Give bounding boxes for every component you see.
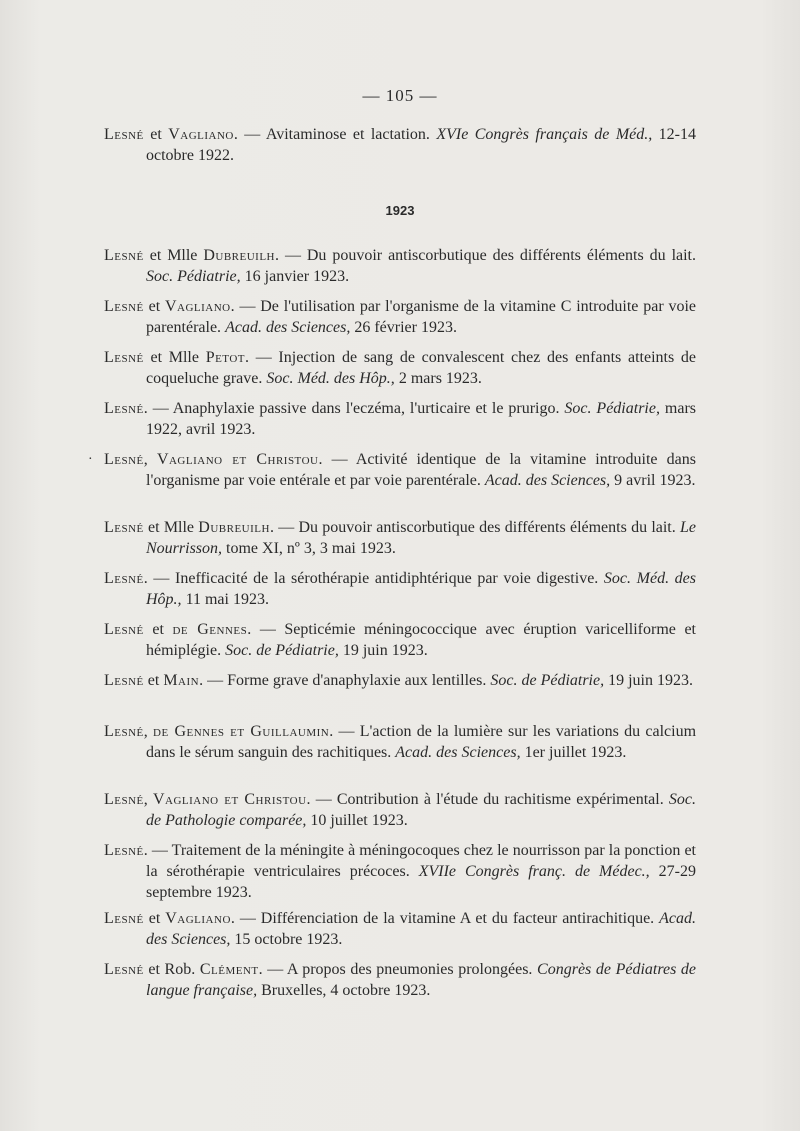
entry-connector: et — [143, 672, 164, 689]
entry-venue: XVIe Congrès français de Méd., — [436, 126, 653, 143]
entry-coauthors: Clément — [199, 961, 259, 978]
entry-coauthors: Dubreuilh — [203, 247, 276, 264]
entry-date: 27-29 septembre 1923. — [146, 863, 696, 901]
entry-title: . — Du pouvoir antiscorbutique des différents éléments du lait. — [275, 247, 696, 264]
bibliography-entry — [104, 347, 696, 389]
entry-date: 19 juin 1923. — [338, 642, 428, 659]
entry-coauthors: Vagliano et Christou — [152, 791, 307, 808]
entry-title: . — Anaphylaxie passive dans l'eczéma, l'urticaire et le prurigo. — [143, 400, 565, 417]
entry-connector: et Mlle — [143, 349, 206, 366]
bibliography-entry — [104, 840, 696, 903]
entry-title: . — Avitaminose et lactation. — [233, 126, 437, 143]
bibliography-entry — [104, 670, 696, 691]
entry-author-primary: Lesné — [104, 400, 144, 417]
entry-title: . — Injection de sang de convalescent chez des enfants atteints de coqueluche grave. — [146, 349, 697, 387]
entry-date: 2 mars 1923. — [394, 370, 482, 387]
entry-connector: et Mlle — [143, 247, 204, 264]
entry-date: 1er juillet 1923. — [520, 744, 627, 761]
entry-venue: Soc. Pédiatrie, — [564, 400, 660, 417]
entry-connector: et — [143, 298, 165, 315]
bibliography-entry — [104, 959, 696, 1001]
bibliography-entry — [104, 124, 696, 166]
bibliography-entry — [104, 398, 696, 440]
entry-date: 10 juillet 1923. — [306, 812, 408, 829]
entry-date: tome XI, nº 3, 3 mai 1923. — [222, 540, 396, 557]
entry-coauthors: de Gennes et Guillaumin — [153, 723, 330, 740]
entry-date: 26 février 1923. — [350, 319, 457, 336]
bibliography-entry — [104, 789, 696, 831]
entry-venue: Acad. des Sciences, — [395, 744, 521, 761]
entry-connector: et Mlle — [143, 519, 199, 536]
entry-title: . — A propos des pneumonies prolongées. — [258, 961, 538, 978]
entry-author-primary: Lesné — [104, 723, 144, 740]
entry-author-primary: Lesné — [104, 961, 144, 978]
entry-date: 15 octobre 1923. — [230, 931, 343, 948]
entry-date: 11 mai 1923. — [181, 591, 269, 608]
entry-title: . — L'action de la lumière sur les variations du calcium dans le sérum sanguin des rachitiques. — [146, 723, 697, 761]
entry-title: . — Traitement de la méningite à méningocoques chez le nourrisson par la ponction et la sérothérapie ventriculaires précoces. — [143, 842, 696, 880]
entry-title: . — Contribution à l'étude du rachitisme expérimental. — [306, 791, 669, 808]
bibliography-entry — [104, 908, 696, 950]
entry-author-primary: Lesné — [104, 247, 144, 264]
bibliography-entry — [104, 245, 696, 287]
bibliography-entry — [104, 619, 696, 661]
entry-venue: Soc. de Pédiatrie, — [490, 672, 605, 689]
entry-title: . — Forme grave d'anaphylaxie aux lentilles. — [199, 672, 491, 689]
entry-author-primary: Lesné — [104, 842, 144, 859]
year-heading: 1923 — [385, 203, 415, 218]
entry-author-primary: Lesné — [104, 910, 144, 927]
entry-date: 16 janvier 1923. — [240, 268, 350, 285]
margin-bullet: · — [88, 452, 93, 467]
entry-connector: , — [143, 723, 154, 740]
entry-venue: Soc. Méd. des Hôp., — [266, 370, 395, 387]
entry-title: . — Du pouvoir antiscorbutique des différents éléments du lait. — [269, 519, 680, 536]
entry-coauthors: Vagliano — [165, 910, 231, 927]
entry-date: 19 juin 1923. — [604, 672, 693, 689]
entry-coauthors: Main — [163, 672, 200, 689]
entry-venue: Acad. des Sciences, — [484, 472, 611, 489]
entry-author-primary: Lesné — [104, 519, 144, 536]
entry-connector: et — [143, 910, 166, 927]
entry-title: . — Activité identique de la vitamine introduite dans l'organisme par voie entérale et par voie parentérale. — [146, 451, 696, 489]
page-number: — 105 — — [362, 86, 438, 105]
entry-title: . — Septicémie méningococcique avec éruption varicelliforme et hémiplégie. — [146, 621, 696, 659]
entry-title: . — Inefficacité de la sérothérapie antidiphtérique par voie digestive. — [143, 570, 604, 587]
entry-title: . — De l'utilisation par l'organisme de la vitamine C introduite par voie parentérale. — [146, 298, 697, 336]
bibliography-entry — [104, 517, 696, 559]
entry-date: Bruxelles, 4 octobre 1923. — [257, 982, 431, 999]
entry-author-primary: Lesné — [104, 621, 144, 638]
entry-author-primary: Lesné — [104, 126, 144, 143]
entry-venue: Soc. de Pédiatrie, — [225, 642, 339, 659]
entry-coauthors: Vagliano et Christou — [156, 451, 319, 468]
entry-venue: Soc. de Pathologie comparée, — [146, 791, 696, 829]
entry-title: . — Différenciation de la vitamine A et du facteur antirachitique. — [230, 910, 660, 927]
entry-venue: Congrès de Pédiatres de langue française, — [146, 961, 697, 999]
entry-coauthors: Dubreuilh — [198, 519, 270, 536]
bibliography-entry — [104, 296, 696, 338]
entry-coauthors: Vagliano — [164, 298, 231, 315]
entry-coauthors: Vagliano — [168, 126, 234, 143]
entry-venue: Acad. des Sciences, — [146, 910, 696, 948]
entry-author-primary: Lesné — [104, 349, 144, 366]
bibliography-entry — [104, 568, 696, 610]
entry-venue: Soc. Méd. des Hôp., — [146, 570, 697, 608]
entry-connector: et — [143, 621, 173, 638]
entry-connector: , — [143, 451, 157, 468]
entry-author-primary: Lesné — [104, 570, 144, 587]
entry-connector: et Rob. — [143, 961, 200, 978]
entry-connector: et — [143, 126, 169, 143]
entry-coauthors: Petot — [205, 349, 245, 366]
bibliography-entry — [104, 721, 696, 763]
entry-date: 9 avril 1923. — [610, 472, 696, 489]
entry-venue: Soc. Pédiatrie, — [146, 268, 241, 285]
entry-author-primary: Lesné — [104, 672, 144, 689]
entry-venue: Le Nourrisson, — [146, 519, 696, 557]
entry-date: mars 1922, avril 1923. — [146, 400, 696, 438]
entry-author-primary: Lesné — [104, 298, 144, 315]
entry-author-primary: Lesné — [104, 791, 144, 808]
entry-author-primary: Lesné — [104, 451, 144, 468]
entry-connector: , — [143, 791, 153, 808]
entry-venue: Acad. des Sciences, — [225, 319, 351, 336]
entry-venue: XVIIe Congrès franç. de Médec., — [418, 863, 650, 880]
entry-date: 12-14 octobre 1922. — [146, 126, 697, 164]
entry-coauthors: de Gennes — [172, 621, 248, 638]
bibliography-entry — [104, 449, 696, 491]
